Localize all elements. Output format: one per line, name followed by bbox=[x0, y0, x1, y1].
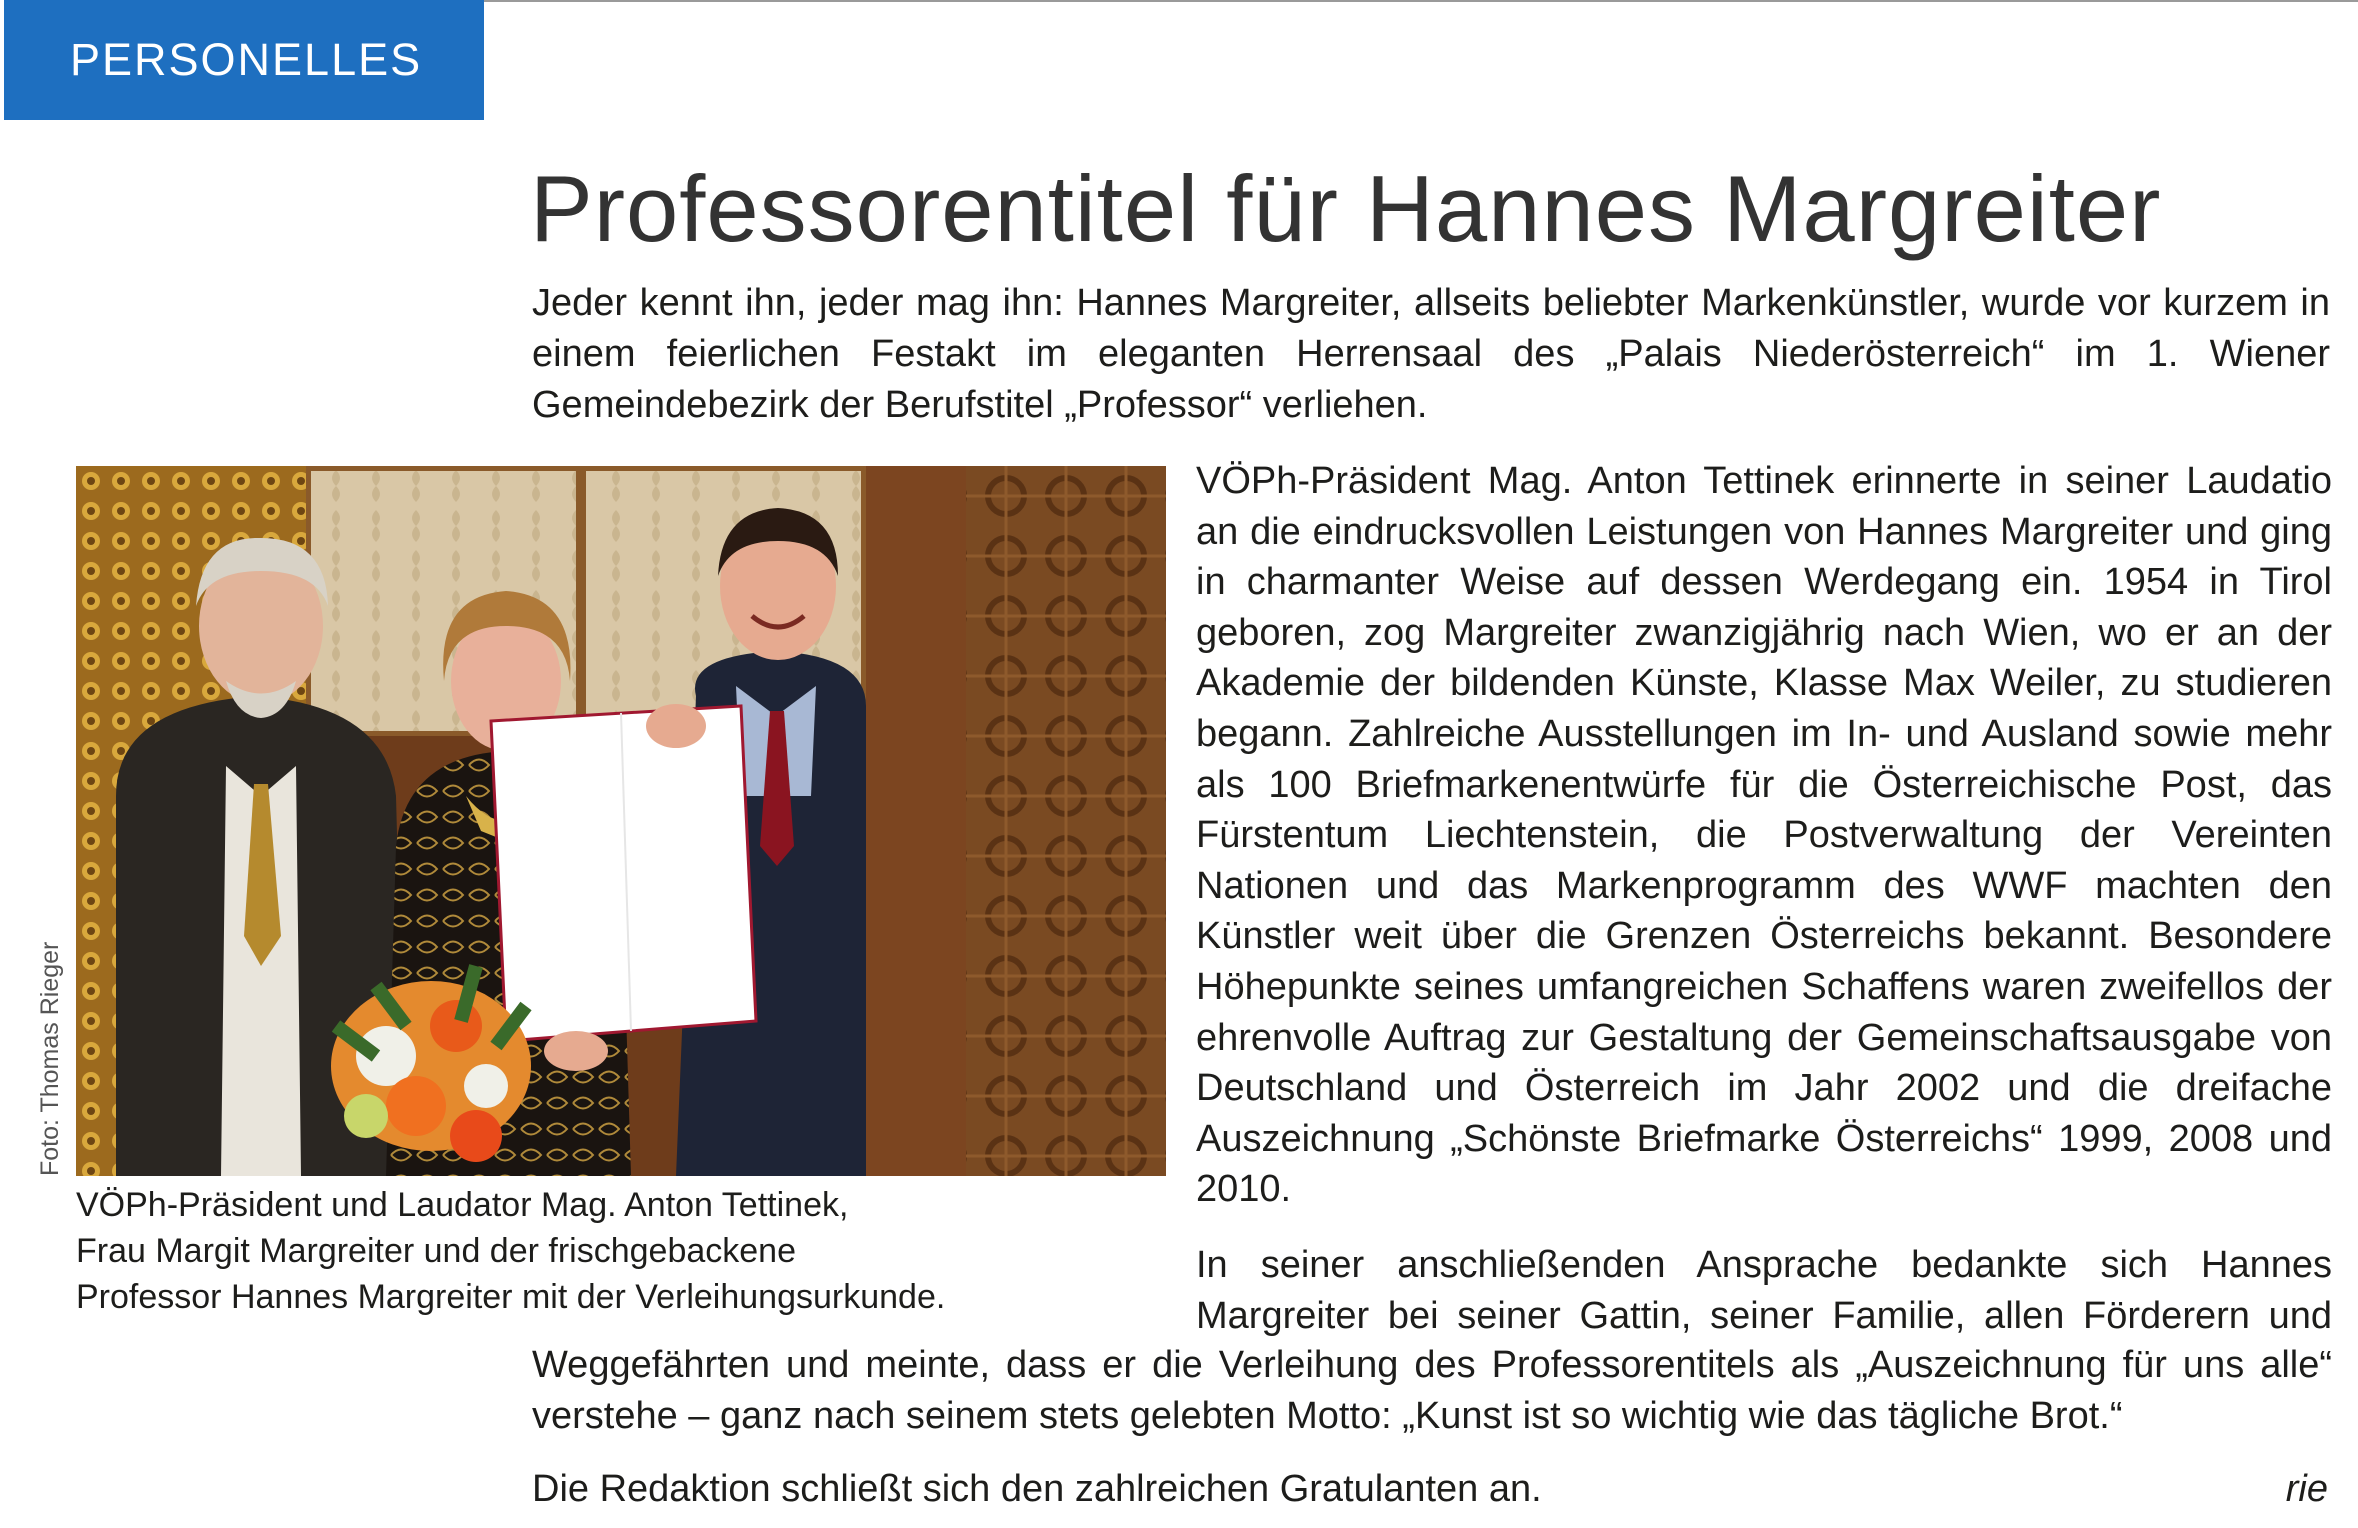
article-title: Professorentitel für Hannes Margreiter bbox=[530, 156, 2162, 261]
body-paragraph-2-start: In seiner anschließenden Ansprache bedankte sich Hannes Margreiter bei seiner Gattin, seiner Familie, allen Förderern und bbox=[1196, 1244, 2332, 1337]
section-tag bbox=[4, 0, 484, 120]
author-signature: rie bbox=[2285, 1468, 2328, 1510]
top-rule bbox=[480, 0, 2358, 2]
caption-line: VÖPh-Präsident und Laudator Mag. Anton Tettinek, bbox=[76, 1186, 849, 1224]
photo-credit: Foto: Thomas Rieger bbox=[36, 941, 64, 1176]
article-photo bbox=[76, 466, 1166, 1176]
article-lead: Jeder kennt ihn, jeder mag ihn: Hannes Margreiter, allseits beliebter Markenkünstler, wurde vor kurzem in einem feierlichen Festakt im eleganten Herrensaal des „Palais Niederösterreich“ im 1. Wiener Gemeindebezirk der Berufstitel „Professor“ verliehen. bbox=[532, 282, 2330, 426]
body-paragraph-1: VÖPh-Präsident Mag. Anton Tettinek erinnerte in seiner Laudatio an die eindrucksvollen Leistungen von Hannes Margreiter und ging in charmanter Weise auf dessen Werdegang ein. 1954 in Tirol geboren, zog Margreiter zwanzigjährig nach Wien, wo er an der Akademie der bildenden Künste, Klasse Max Weiler, zu studieren begann. Zahlreiche Ausstellungen im In- und Ausland sowie mehr als 100 Briefmarkenentwürfe für die Österreichische Post, das Fürstentum Liechtenstein, die Postverwaltung der Vereinten Nationen und das Markenprogramm des WWF machten den Künstler weit über die Grenzen Österreichs bekannt. Besondere Höhepunkte seines umfangreichen Schaffens waren zweifellos der ehrenvolle Auftrag zur Gestaltung der Gemeinschaftsausgabe von Deutschland und Österreich im Jahr 2002 und die dreifache Auszeichnung „Schönste Briefmarke Österreichs“ 1999, 2008 und 2010. bbox=[1196, 460, 2332, 1211]
closing-line: Die Redaktion schließt sich den zahlreichen Gratulanten an. bbox=[532, 1468, 1542, 1510]
caption-line: Frau Margit Margreiter und der frischgebackene bbox=[76, 1232, 796, 1270]
caption-line: Professor Hannes Margreiter mit der Verleihungsurkunde. bbox=[76, 1278, 946, 1316]
section-label: PERSONELLES bbox=[70, 34, 423, 85]
photo-caption bbox=[76, 1182, 1096, 1320]
body-paragraph-2-end: Weggefährten und meinte, dass er die Verleihung des Professorentitels als „Auszeichnung für uns alle“ verstehe – ganz nach seinem stets gelebten Motto: „Kunst ist so wichtig wie das tägliche Brot.“ bbox=[532, 1344, 2332, 1437]
